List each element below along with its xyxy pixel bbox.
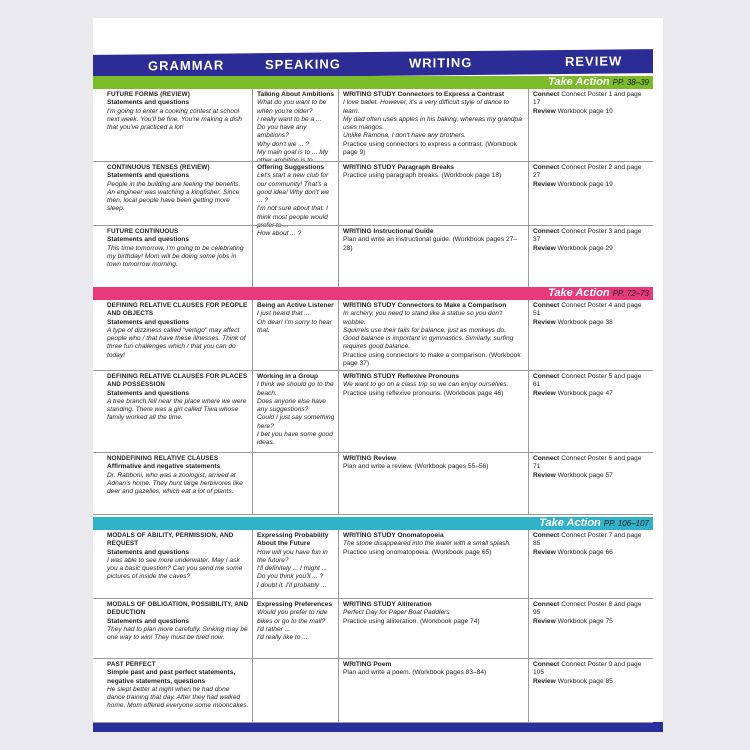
writing-cell: [339, 453, 529, 515]
speaking-line: Would you prefer to ride bikes or go to the mall?: [257, 609, 328, 625]
grammar-title: DEFINING RELATIVE CLAUSES FOR PLACES AND POSSESSION: [107, 373, 248, 389]
table-row: [93, 598, 653, 659]
connect-line: [533, 91, 650, 108]
speaking-line: I'd rather ...: [257, 625, 291, 633]
speaking-cell: [253, 453, 339, 515]
review-cell: [529, 300, 653, 370]
take-action-bar: [93, 287, 653, 300]
connect-text: Connect Poster 6 and page 71: [533, 455, 642, 471]
grammar-subtitle: Statements and questions: [107, 617, 190, 625]
review-label: Review: [533, 107, 556, 115]
grammar-subtitle: Affirmative and negative statements: [107, 463, 221, 471]
review-line: [533, 549, 650, 557]
speaking-line: I really want to be a ...: [257, 115, 322, 123]
grammar-example: I'm going to enter a cooking contest at school next week. You'll be fine. You're making a dish that you've practiced a lot!: [107, 107, 242, 132]
review-line: [533, 472, 650, 480]
grammar-title: MODALS OF ABILITY, PERMISSION, AND REQUEST: [107, 532, 234, 548]
connect-line: [533, 302, 650, 319]
grammar-cell: [103, 371, 253, 453]
writing-title: WRITING STUDY Paragraph Breaks: [343, 164, 454, 171]
grammar-cell: [103, 453, 253, 515]
speaking-title: Being an Active Listener: [257, 302, 334, 309]
writing-practice: Practice using connectors to make a comparison. (Workbook page 37): [343, 351, 521, 368]
section-body: [93, 300, 653, 515]
review-cell: [529, 89, 653, 161]
review-text: Workbook page 66: [557, 548, 613, 556]
table-row: [93, 370, 653, 453]
connect-text: Connect Poster 5 and page 61: [533, 373, 642, 389]
writing-title: WRITING Poem: [343, 661, 392, 668]
header-review: REVIEW: [565, 53, 623, 69]
review-text: Workbook page 19: [557, 180, 613, 188]
connect-label: Connect: [533, 228, 560, 235]
speaking-line: I'll definitely ... I might ...: [257, 565, 328, 573]
table-row: [93, 452, 653, 515]
writing-cell: [339, 659, 529, 723]
connect-label: Connect: [533, 455, 560, 462]
connect-label: Connect: [533, 373, 560, 380]
grammar-example: A tree branch fell near the place where we were standing. There was a girl called Tiwa whose family worked all the time.: [107, 397, 247, 422]
writing-title: WRITING STUDY Onomatopoeia: [343, 532, 444, 539]
review-text: Workbook page 10: [557, 107, 613, 115]
grammar-cell: [103, 89, 253, 161]
review-line: [533, 390, 650, 398]
review-line: [533, 319, 650, 327]
review-line: [533, 618, 650, 626]
connect-line: [533, 601, 650, 618]
speaking-line: How about ... ?: [257, 230, 302, 238]
take-action-label: [548, 76, 649, 89]
review-line: [533, 245, 650, 253]
review-line: [533, 678, 650, 686]
review-cell: [529, 659, 653, 723]
writing-title: WRITING STUDY Reflexive Pronouns: [343, 373, 460, 380]
writing-example: Squirrels use their tails for balance, just as monkeys do.: [343, 326, 507, 334]
take-action-label: [548, 287, 649, 300]
writing-example: Unlike Ramona, I don't have any brothers.: [343, 132, 466, 140]
writing-practice: Practice using alliteration. (Workbook page 74): [343, 617, 480, 625]
speaking-cell: [253, 300, 339, 370]
connect-line: [533, 455, 650, 472]
grammar-subtitle: Statements and questions: [107, 172, 190, 180]
writing-cell: [339, 162, 529, 226]
connect-label: Connect: [533, 661, 560, 668]
speaking-cell: [253, 89, 339, 165]
connect-text: Connect Poster 7 and page 85: [533, 532, 642, 548]
writing-title: WRITING STUDY Connectors to Make a Comparison: [343, 302, 507, 309]
speaking-title: Working in a Group: [257, 373, 319, 380]
grammar-subtitle: Statements and questions: [107, 548, 190, 556]
speaking-title: Offering Suggestions: [257, 164, 325, 171]
review-text: Workbook page 57: [557, 471, 613, 479]
connect-line: [533, 532, 650, 549]
speaking-line: What do you want to be when you're older?: [257, 99, 327, 115]
take-action-label: [539, 517, 649, 530]
speaking-line: Why don't we ... ?: [257, 140, 310, 148]
take-action-text: Take Action: [548, 76, 610, 88]
speaking-title: Expressing Preferences: [257, 601, 333, 608]
section-body: [93, 530, 653, 723]
review-label: Review: [533, 318, 556, 326]
grammar-cell: [103, 599, 253, 659]
grammar-title: CONTINUOUS TENSES (REVIEW): [107, 164, 210, 171]
review-label: Review: [533, 180, 556, 188]
review-cell: [529, 530, 653, 598]
review-label: Review: [533, 389, 556, 397]
writing-practice: Practice using paragraph breaks. (Workbook page 18): [343, 172, 502, 180]
writing-practice: Plan and write a review. (Workbook pages 55–56): [343, 463, 489, 471]
section-body: [93, 89, 653, 288]
speaking-line: Do you think you'll ... ?: [257, 573, 324, 581]
take-action-pages: PP. 72–73: [612, 289, 649, 298]
grammar-title: MODALS OF OBLIGATION, POSSIBILITY, AND DEDUCTION: [107, 601, 249, 617]
table-row: [93, 530, 653, 598]
speaking-line: My main goal is to ... My other ambition is to ...: [257, 149, 329, 165]
writing-cell: [339, 530, 529, 598]
writing-example: My dad often uses apples in his baking, whereas my grandpa uses mangos.: [343, 115, 522, 132]
review-cell: [529, 371, 653, 453]
connect-text: Connect Poster 8 and page 95: [533, 601, 642, 617]
take-action-text: Take Action: [548, 287, 610, 299]
review-cell: [529, 599, 653, 659]
grammar-example: People in the building are feeling the benefits. An engineer was watching a kingfisher. Since then, local people have been getting more sleep.: [107, 180, 241, 213]
grammar-example: He slept better at night when he had done dance training that day. After they had walked home, Mom offered everyone some mooncakes.: [107, 685, 249, 710]
speaking-line: I doubt it. I'll probably ...: [257, 581, 327, 589]
writing-example: The stone disappeared into the water with a small splash.: [343, 540, 511, 548]
review-label: Review: [533, 677, 556, 685]
grammar-subtitle: Statements and questions: [107, 236, 190, 244]
grammar-title: NONDEFINING RELATIVE CLAUSES: [107, 455, 219, 462]
review-text: Workbook page 38: [557, 318, 613, 326]
review-text: Workbook page 29: [557, 244, 613, 252]
speaking-line: Let's start a new club for our community! That's a good idea! Why don't we ... ?: [257, 172, 330, 205]
grammar-subtitle: Statements and questions: [107, 389, 190, 397]
writing-practice: Practice using connectors to express a contrast. (Workbook page 9): [343, 140, 517, 157]
writing-title: WRITING STUDY Connectors to Express a Contrast: [343, 91, 505, 98]
review-label: Review: [533, 617, 556, 625]
speaking-line: I bet you have some good ideas.: [257, 431, 333, 447]
connect-label: Connect: [533, 532, 560, 539]
table-row: [93, 225, 653, 288]
grammar-cell: [103, 162, 253, 226]
grammar-title: FUTURE CONTINUOUS: [107, 228, 179, 235]
header-grammar: GRAMMAR: [148, 57, 225, 74]
table-row: [93, 89, 653, 165]
writing-title: WRITING STUDY Alliteration: [343, 601, 432, 608]
writing-cell: [339, 300, 529, 370]
section-unit-2: [93, 287, 653, 514]
connect-label: Connect: [533, 91, 560, 98]
grammar-subtitle: Simple past and past perfect statements, negative statements, questions: [107, 669, 236, 685]
writing-example: I love ballet. However, it's a very difficult style of dance to learn.: [343, 99, 510, 115]
speaking-line: Could I just say something here?: [257, 414, 335, 430]
speaking-title: Expressing Probability About the Future: [257, 532, 329, 548]
speaking-line: Oh dear! I'm sorry to hear that.: [257, 318, 332, 334]
grammar-cell: [103, 300, 253, 370]
grammar-cell: [103, 226, 253, 288]
connect-line: [533, 661, 650, 678]
writing-cell: [339, 89, 529, 161]
speaking-cell: [253, 371, 339, 453]
header-speaking: SPEAKING: [265, 56, 341, 73]
grammar-subtitle: Statements and questions: [107, 318, 190, 326]
review-cell: [529, 453, 653, 515]
review-label: Review: [533, 471, 556, 479]
review-line: [533, 181, 650, 189]
writing-cell: [339, 371, 529, 453]
section-unit-1: [93, 76, 653, 287]
connect-line: [533, 164, 650, 181]
connect-label: Connect: [533, 164, 560, 171]
grammar-title: PAST PERFECT: [107, 661, 156, 668]
speaking-cell: [253, 530, 339, 598]
table-row: [93, 300, 653, 370]
take-action-bar: [93, 76, 653, 89]
grammar-example: Dr. Rabboni, who was a zoologist, arrived at Adnan's home. They hunt large herbivores like deer and gazelles, which eat a lot of plants.: [107, 471, 243, 496]
review-cell: [529, 226, 653, 288]
grammar-title: DEFINING RELATIVE CLAUSES FOR PEOPLE AND OBJECTS: [107, 302, 248, 318]
review-text: Workbook page 75: [557, 617, 613, 625]
grammar-example: I was able to see more underwater. May I ask you a basic question? Can you send me some pictures of inside the caves?: [107, 556, 243, 581]
take-action-pages: PP. 106–107: [603, 519, 649, 528]
review-cell: [529, 162, 653, 226]
connect-line: [533, 228, 650, 245]
grammar-cell: [103, 530, 253, 598]
speaking-line: I'm not sure about that. I think most people would prefer to ...: [257, 205, 328, 230]
take-action-pages: PP. 38–39: [612, 78, 649, 87]
writing-title: WRITING Instructional Guide: [343, 228, 434, 235]
speaking-title: Talking About Ambitions: [257, 91, 335, 98]
writing-example: Good balance is important in gymnastics. Similarly, surfing requires good balance.: [343, 335, 514, 351]
writing-practice: Plan and write a poem. (Workbook pages 83–84): [343, 669, 487, 677]
table-row: [93, 658, 653, 723]
connect-label: Connect: [533, 601, 560, 608]
header-writing: WRITING: [409, 54, 473, 71]
grammar-example: A type of dizziness called "vertigo" may affect people who / that have these illnesses. Think of three fun challenges which / that you can do today!: [107, 326, 246, 359]
writing-example: Perfect Day for Paper Boat Paddlers: [343, 609, 450, 617]
writing-practice: Practice using onomatopoeia. (Workbook page 65): [343, 548, 492, 556]
grammar-example: They had to plan more carefully. Sinking may be one way to win! They must be tired now.: [107, 625, 248, 642]
writing-example: We want to go on a class trip so we can enjoy ourselves.: [343, 381, 509, 389]
speaking-line: I think we should go to the beach.: [257, 381, 334, 397]
grammar-title: FUTURE FORMS (REVIEW): [107, 91, 190, 98]
review-label: Review: [533, 244, 556, 252]
review-line: [533, 108, 650, 116]
writing-practice: Plan and write an instructional guide. (Workbook pages 27–28): [343, 236, 517, 252]
writing-example: In archery, you need to stand like a statue so you don't wobble.: [343, 310, 503, 326]
connect-text: Connect Poster 4 and page 51: [533, 302, 642, 318]
connect-text: Connect Poster 2 and page 27: [533, 164, 642, 180]
speaking-line: I just heard that ...: [257, 310, 310, 318]
connect-line: [533, 373, 650, 390]
writing-cell: [339, 226, 529, 288]
review-text: Workbook page 85: [557, 677, 613, 685]
speaking-cell: [253, 599, 339, 659]
speaking-line: Does anyone else have any suggestions?: [257, 397, 326, 414]
speaking-cell: [253, 162, 339, 238]
writing-title: WRITING Review: [343, 455, 397, 462]
section-unit-3: [93, 517, 653, 722]
speaking-line: How will you have fun in the future?: [257, 548, 328, 564]
grammar-example: This time tomorrow, I'm going to be celebrating my birthday! Mom will be doing some jobs in town tomorrow morning.: [107, 244, 244, 269]
writing-cell: [339, 599, 529, 659]
connect-label: Connect: [533, 302, 560, 309]
bottom-band: [93, 722, 663, 732]
review-label: Review: [533, 548, 556, 556]
connect-text: Connect Poster 1 and page 17: [533, 91, 642, 107]
take-action-bar: [93, 517, 653, 530]
speaking-cell: [253, 226, 339, 288]
speaking-cell: [253, 659, 339, 723]
connect-text: Connect Poster 3 and page 37: [533, 228, 642, 244]
take-action-text: Take Action: [539, 517, 601, 529]
grammar-subtitle: Statements and questions: [107, 99, 190, 107]
grammar-cell: [103, 659, 253, 723]
speaking-line: I'd really like to ...: [257, 634, 308, 642]
review-text: Workbook page 47: [557, 389, 613, 397]
connect-text: Connect Poster 9 and page 105: [533, 661, 642, 677]
writing-practice: Practice using reflexive pronouns. (Workbook page 46): [343, 389, 504, 397]
speaking-line: Do you have any ambitions?: [257, 124, 307, 140]
